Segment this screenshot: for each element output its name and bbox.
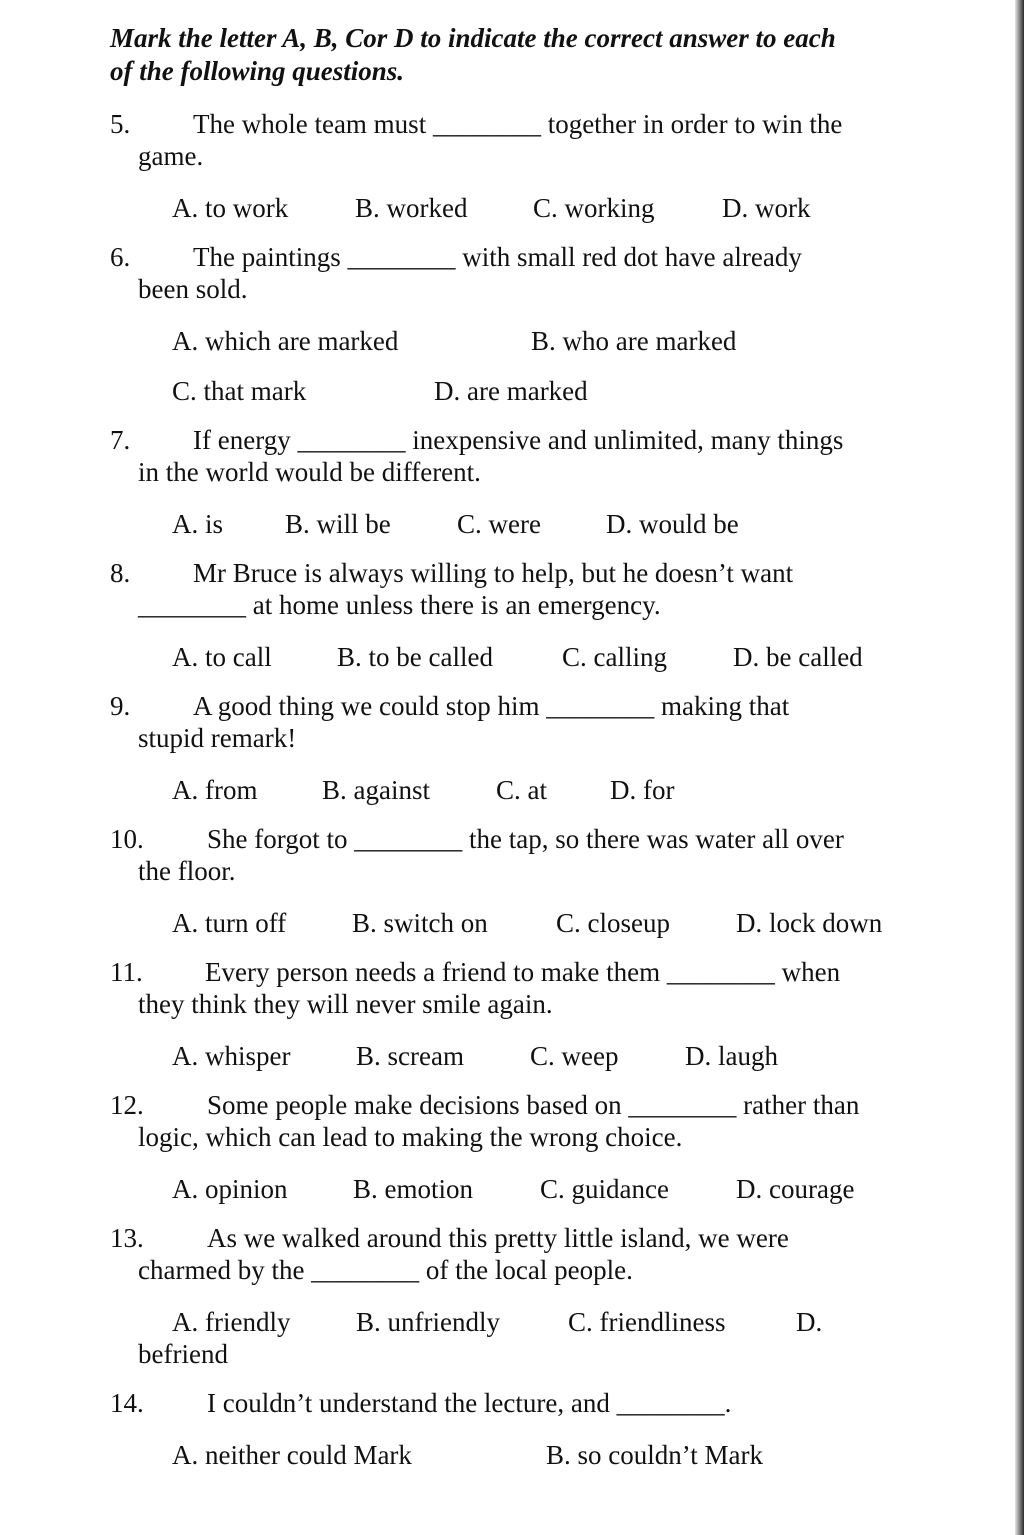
question-5 [110,108,910,224]
question-text-continued: the floor. [138,856,236,886]
option-b[interactable]: B. to be called [337,642,493,672]
option-b[interactable]: B. worked [355,193,468,223]
option-d[interactable]: D. laugh [685,1041,778,1071]
question-11 [110,956,910,1072]
instruction [110,22,910,88]
option-c[interactable]: C. that mark [172,376,307,406]
option-a[interactable]: A. whisper [172,1041,291,1071]
option-b[interactable]: B. scream [356,1041,464,1071]
question-6 [110,241,910,407]
answer-options [110,774,910,806]
question-8 [110,557,910,673]
answer-options [110,641,910,673]
question-text: I couldn’t understand the lecture, and ________. [207,1388,732,1418]
option-d[interactable]: D. for [610,775,675,805]
option-a[interactable]: A. neither could Mark [172,1440,412,1470]
answer-options [110,1173,910,1205]
question-text: Every person needs a friend to make them ________ when [205,957,841,987]
instruction-line-2: of the following questions. [110,56,405,86]
question-number: 11. [110,957,143,987]
worksheet [110,22,910,1471]
answer-options [110,192,910,224]
question-number: 8. [110,558,131,588]
option-a[interactable]: A. to work [172,193,289,223]
question-number: 9. [110,691,131,721]
option-b[interactable]: B. so couldn’t Mark [546,1440,763,1470]
option-a[interactable]: A. turn off [172,908,287,938]
option-d[interactable]: D. be called [733,642,863,672]
question-text: The paintings ________ with small red dot have already [193,242,802,272]
question-number: 12. [110,1090,144,1120]
answer-options [110,1306,910,1338]
option-d[interactable]: D. courage [736,1174,855,1204]
question-10 [110,823,910,939]
option-b[interactable]: B. against [322,775,430,805]
option-c[interactable]: C. working [533,193,655,223]
question-text-continued: game. [138,141,204,171]
question-number: 6. [110,242,131,272]
question-number: 10. [110,824,144,854]
question-text-continued: stupid remark! [138,723,297,753]
question-13 [110,1222,910,1370]
question-text-continued: ________ at home unless there is an emergency. [138,590,661,620]
option-c[interactable]: C. at [496,775,547,805]
question-14 [110,1387,910,1471]
question-text: A good thing we could stop him ________ making that [193,691,790,721]
answer-options [110,508,910,540]
option-b[interactable]: B. switch on [352,908,488,938]
option-b[interactable]: B. emotion [353,1174,473,1204]
question-text: As we walked around this pretty little island, we were [207,1223,789,1253]
answer-options-row-2 [110,375,910,407]
question-number: 5. [110,109,131,139]
instruction-line-1: Mark the letter A, B, Cor D to indicate the correct answer to each [110,23,836,53]
option-a[interactable]: A. to call [172,642,272,672]
question-9 [110,690,910,806]
option-d[interactable]: D. [796,1307,823,1337]
option-b[interactable]: B. unfriendly [356,1307,500,1337]
answer-options [110,325,910,357]
option-a[interactable]: A. friendly [172,1307,291,1337]
option-a[interactable]: A. from [172,775,258,805]
option-d-text-continued[interactable]: befriend [138,1339,228,1369]
option-d[interactable]: D. lock down [736,908,883,938]
question-text: Some people make decisions based on ________ rather than [207,1090,860,1120]
question-number: 7. [110,425,131,455]
question-number: 14. [110,1388,144,1418]
question-text-continued: in the world would be different. [138,457,481,487]
answer-options [110,1439,910,1471]
question-text: Mr Bruce is always willing to help, but he doesn’t want [193,558,794,588]
option-a[interactable]: A. opinion [172,1174,288,1204]
question-text: If energy ________ inexpensive and unlimited, many things [193,425,844,455]
answer-options [110,1040,910,1072]
page-edge-shadow [1015,0,1024,1535]
question-text-continued: they think they will never smile again. [138,989,553,1019]
option-c[interactable]: C. weep [530,1041,619,1071]
option-d[interactable]: D. would be [606,509,739,539]
option-b[interactable]: B. will be [285,509,391,539]
question-text-continued: logic, which can lead to making the wrong choice. [138,1122,683,1152]
option-c[interactable]: C. friendliness [568,1307,726,1337]
option-c[interactable]: C. were [457,509,541,539]
option-c[interactable]: C. calling [562,642,667,672]
option-a[interactable]: A. is [172,509,224,539]
question-text: The whole team must ________ together in order to win the [193,109,843,139]
question-12 [110,1089,910,1205]
question-text-continued: charmed by the ________ of the local people. [138,1255,633,1285]
option-c[interactable]: C. guidance [540,1174,669,1204]
option-d[interactable]: D. work [722,193,811,223]
option-b[interactable]: B. who are marked [531,326,737,356]
question-text-continued: been sold. [138,274,248,304]
option-a[interactable]: A. which are marked [172,326,399,356]
option-d[interactable]: D. are marked [434,376,588,406]
question-7 [110,424,910,540]
option-c[interactable]: C. closeup [556,908,670,938]
question-text: She forgot to ________ the tap, so there was water all over [207,824,844,854]
answer-options [110,907,910,939]
question-number: 13. [110,1223,144,1253]
